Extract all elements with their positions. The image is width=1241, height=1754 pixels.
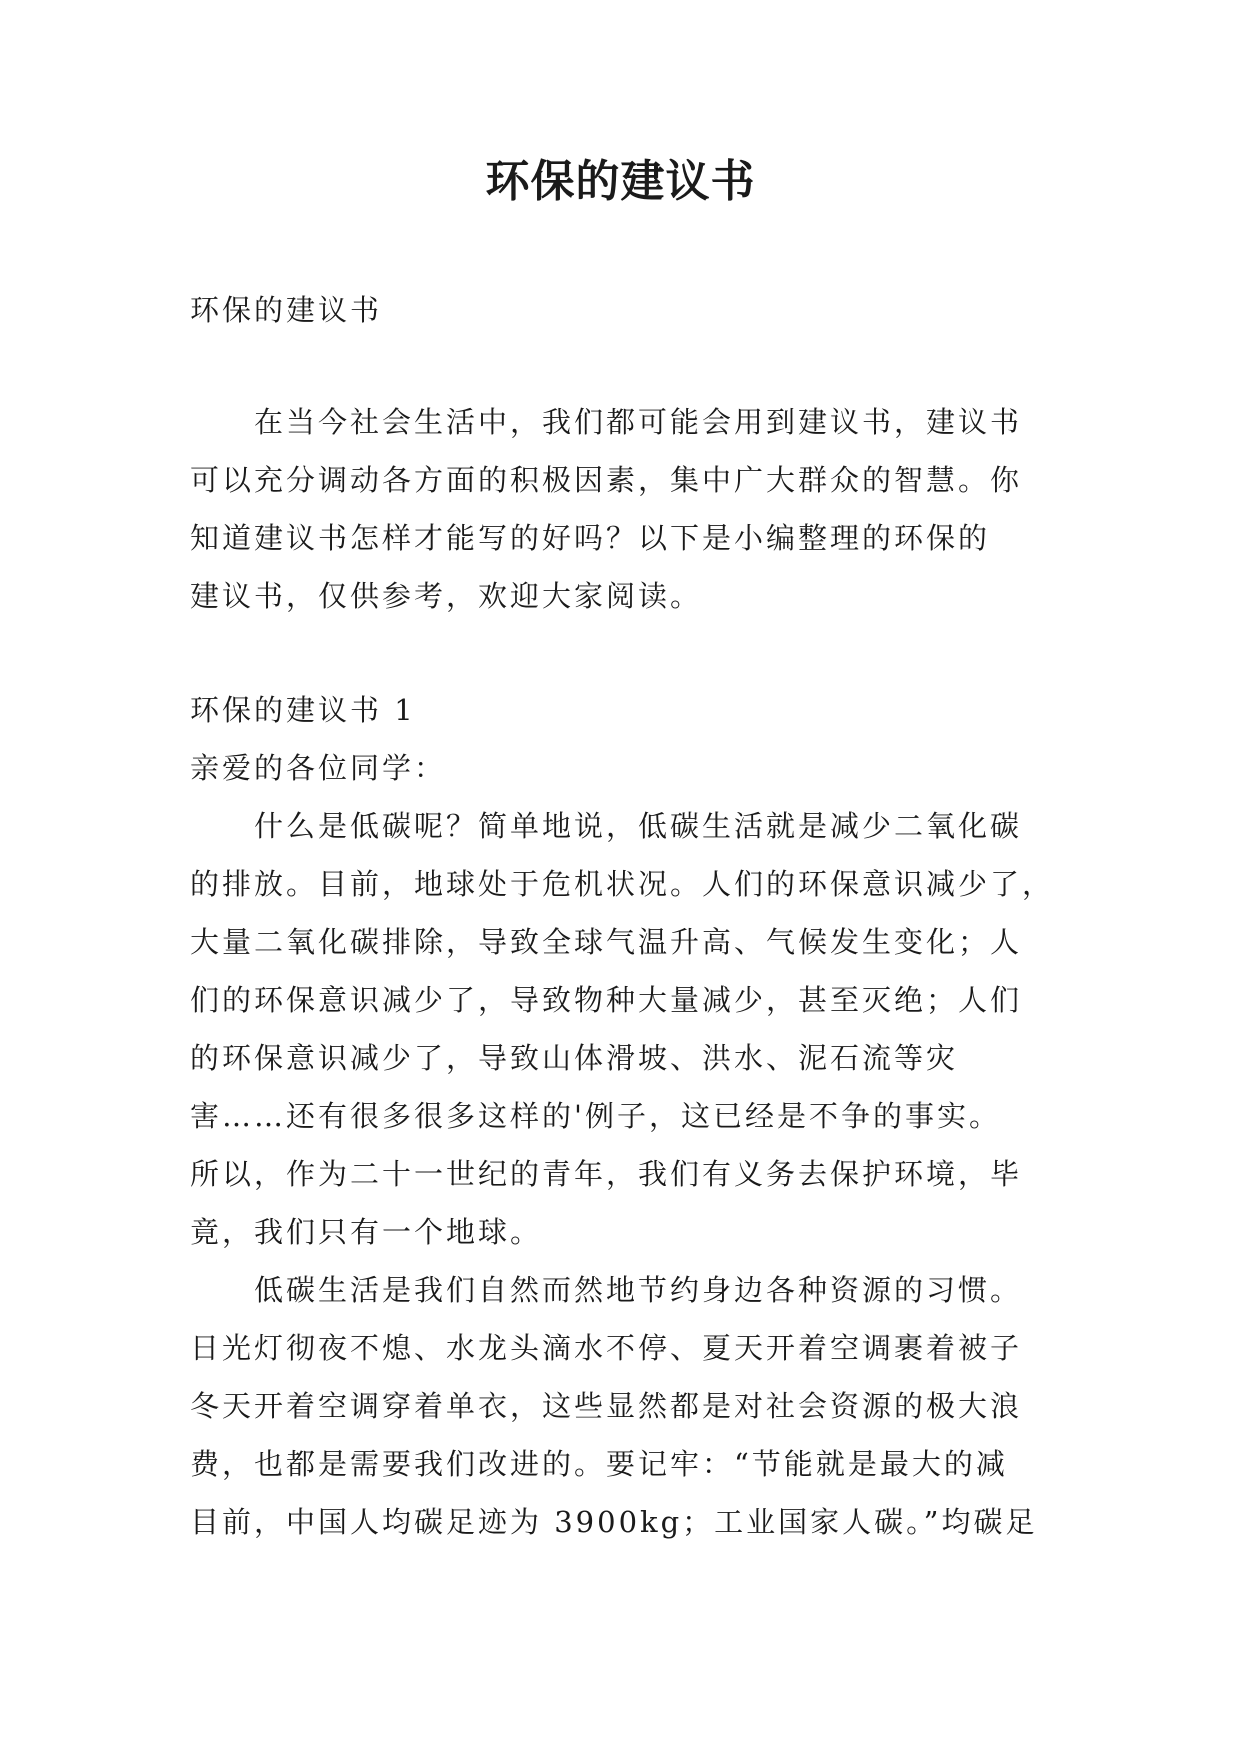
paragraph-line: 大量二氧化碳排除，导致全球气温升高、气候发生变化；人 — [190, 925, 1023, 959]
section-heading: 环保的建议书 1 — [190, 693, 416, 727]
paragraph-line: 目前，中国人均碳足迹为 3900kg；工业国家人碳。”均碳足 — [190, 1505, 1038, 1539]
paragraph-line: 所以，作为二十一世纪的青年，我们有义务去保护环境，毕 — [190, 1157, 1023, 1191]
paragraph-line: 什么是低碳呢？简单地说，低碳生活就是减少二氧化碳 — [190, 809, 1023, 843]
paragraph-line: 费，也都是需要我们改进的。要记牢：“节能就是最大的减 — [190, 1447, 1008, 1481]
paragraph-line: 的排放。目前，地球处于危机状况。人们的环保意识减少了， — [190, 867, 1055, 901]
salutation: 亲爱的各位同学： — [190, 751, 447, 785]
intro-line: 可以充分调动各方面的积极因素，集中广大群众的智慧。你 — [190, 463, 1023, 497]
paragraph-line: 害……还有很多很多这样的'例子，这已经是不争的事实。 — [190, 1099, 1001, 1133]
intro-line: 在当今社会生活中，我们都可能会用到建议书，建议书 — [190, 405, 1023, 439]
paragraph-line: 们的环保意识减少了，导致物种大量减少，甚至灭绝；人们 — [190, 983, 1023, 1017]
paragraph-line: 的环保意识减少了，导致山体滑坡、洪水、泥石流等灾 — [190, 1041, 959, 1075]
paragraph-line: 低碳生活是我们自然而然地节约身边各种资源的习惯。 — [190, 1273, 1023, 1307]
intro-line: 知道建议书怎样才能写的好吗？以下是小编整理的环保的 — [190, 521, 991, 555]
paragraph-line: 冬天开着空调穿着单衣，这些显然都是对社会资源的极大浪 — [190, 1389, 1023, 1423]
intro-line: 建议书，仅供参考，欢迎大家阅读。 — [190, 579, 703, 613]
paragraph-line: 竟，我们只有一个地球。 — [190, 1215, 543, 1249]
document-subtitle: 环保的建议书 — [190, 293, 383, 327]
document-title: 环保的建议书 — [485, 156, 756, 207]
paragraph-line: 日光灯彻夜不熄、水龙头滴水不停、夏天开着空调裹着被子 — [190, 1331, 1023, 1365]
